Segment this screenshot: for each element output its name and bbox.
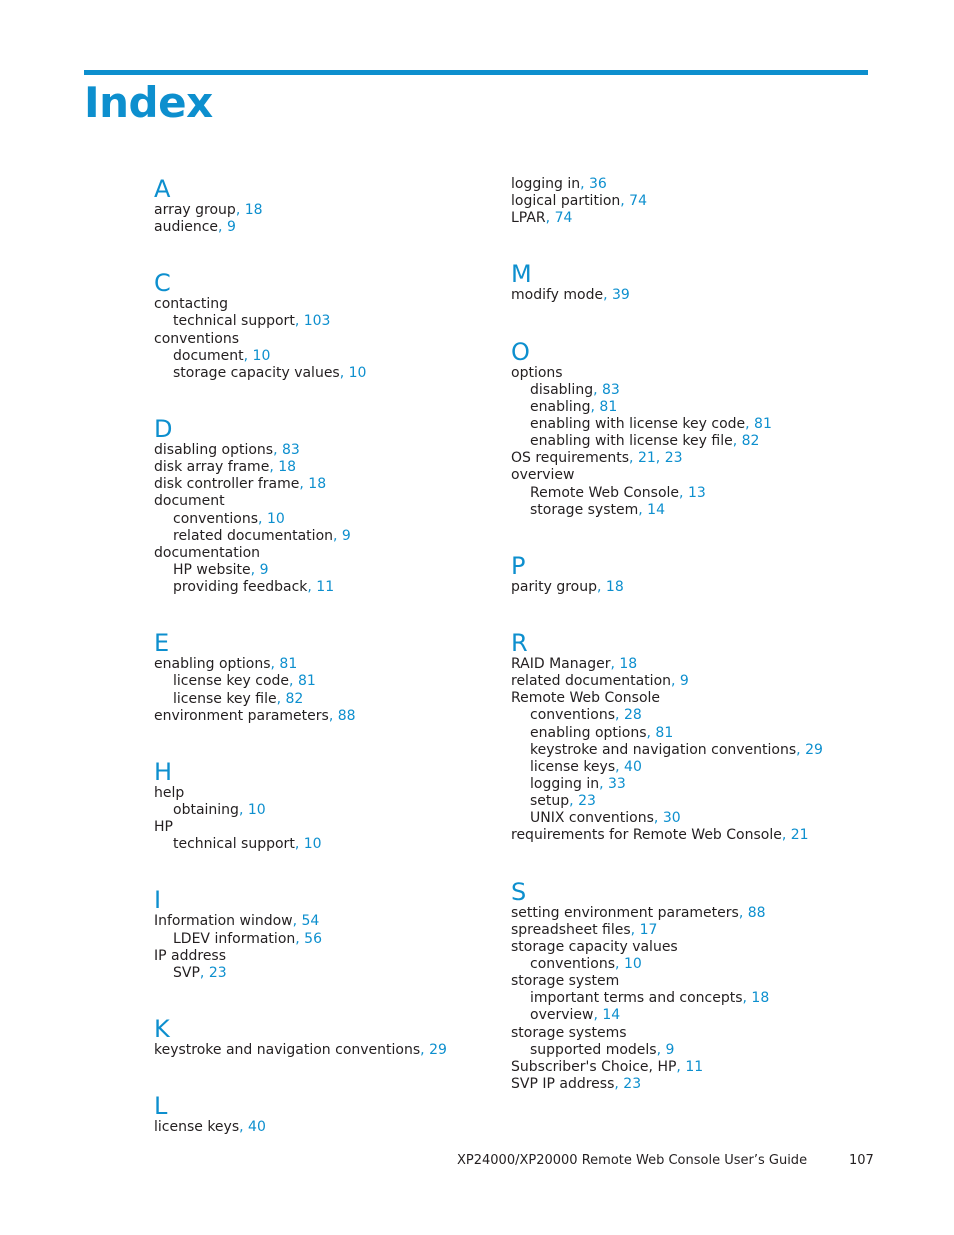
page-link[interactable]: 10 [623, 955, 642, 972]
index-subentry [154, 348, 447, 365]
index-entry [154, 442, 447, 459]
page-link[interactable]: 29 [805, 741, 823, 758]
index-entry [154, 948, 447, 965]
entry-term: obtaining [173, 801, 239, 818]
page-separator: , [630, 921, 640, 938]
page-separator: , [276, 690, 286, 707]
page-separator: , [307, 579, 317, 596]
section-letter: A [154, 175, 171, 203]
page-link[interactable]: 18 [244, 202, 263, 218]
page-separator: , [610, 655, 620, 672]
entry-term: OS requirements [511, 450, 630, 467]
index-entry [511, 973, 823, 990]
index-section [154, 1093, 447, 1136]
index-subentry [154, 673, 447, 690]
page-link[interactable]: 18 [278, 459, 297, 476]
entry-term: HP [154, 819, 173, 836]
entry-term: keystroke and navigation conventions [154, 1041, 421, 1058]
page-separator: , [270, 656, 280, 673]
title-rule [84, 70, 868, 75]
page-link[interactable]: 39 [612, 287, 630, 304]
page-link[interactable]: 36 [589, 176, 607, 192]
page-link[interactable]: 10 [266, 510, 285, 527]
index-entry [511, 922, 823, 939]
entry-term: license keys [530, 758, 616, 775]
page-link[interactable]: 74 [629, 193, 647, 210]
page-separator: , [732, 433, 742, 450]
index-subentry [511, 382, 823, 399]
page-separator: , [655, 450, 665, 467]
section-letter: P [511, 551, 526, 580]
index-entry [154, 1119, 447, 1136]
entry-term: overview [530, 1007, 594, 1024]
page-link[interactable]: 17 [639, 921, 658, 938]
entry-term: license keys [154, 1119, 240, 1136]
page-link[interactable]: 23 [664, 450, 683, 467]
index-entry [154, 913, 447, 930]
page-link[interactable]: 10 [252, 347, 271, 364]
entry-term: Remote Web Console [511, 690, 661, 707]
entry-term: HP website [173, 561, 251, 578]
page-link[interactable]: 81 [279, 656, 298, 673]
index-section [511, 553, 823, 596]
section-letter: C [154, 269, 171, 298]
index-entry [154, 656, 447, 673]
entry-term: important terms and concepts [530, 990, 743, 1007]
page-separator: , [593, 381, 602, 398]
index-entry [511, 365, 823, 382]
index-entry [154, 296, 447, 313]
page-link[interactable]: 103 [303, 313, 331, 330]
index-subentry [511, 416, 823, 433]
index-entry [511, 210, 823, 227]
page-separator: , [738, 904, 748, 921]
footer-page-number: 107 [849, 1153, 874, 1168]
page-link[interactable]: 14 [647, 501, 665, 518]
section-letter: K [154, 1014, 170, 1043]
entry-term: enabling options [530, 724, 647, 741]
entry-term: technical support [173, 836, 295, 853]
index-entry [511, 905, 823, 922]
page-link[interactable]: 40 [624, 758, 642, 775]
page-link[interactable]: 40 [248, 1119, 266, 1136]
entry-term: keystroke and navigation conventions [530, 741, 797, 758]
index-entry [511, 1059, 823, 1076]
entry-term: disk array frame [154, 459, 270, 476]
index-subentry [154, 579, 447, 596]
page-link[interactable]: 9 [259, 561, 269, 578]
page-link[interactable]: 14 [602, 1007, 621, 1024]
page-separator: , [796, 741, 806, 758]
page-link[interactable]: 81 [655, 724, 674, 741]
page-separator: , [258, 510, 267, 527]
index-subentry [511, 759, 823, 776]
page-link[interactable]: 10 [348, 364, 367, 381]
index-section [154, 270, 447, 382]
page-link[interactable]: 54 [301, 913, 320, 930]
index-subentry [511, 707, 823, 724]
page-separator: , [269, 459, 279, 476]
page-link[interactable]: 29 [429, 1041, 447, 1058]
index-subentry [154, 836, 447, 853]
page-link[interactable]: 28 [623, 707, 642, 724]
page-link[interactable]: 23 [578, 793, 596, 810]
entry-term: conventions [530, 707, 616, 724]
index-subentry [154, 691, 447, 708]
section-letter: L [154, 1092, 168, 1121]
entry-term: UNIX conventions [530, 810, 654, 827]
entry-term: options [511, 364, 563, 381]
index-entry [511, 1076, 823, 1093]
page-separator: , [671, 673, 680, 690]
index-subentry [511, 742, 823, 759]
page-link[interactable]: 81 [599, 398, 618, 415]
page-separator: , [235, 202, 245, 218]
index-section [154, 630, 447, 725]
page-separator: , [292, 913, 302, 930]
index-section [154, 1016, 447, 1059]
page-separator: , [593, 1007, 603, 1024]
page-link[interactable]: 23 [623, 1075, 642, 1092]
page-separator: , [239, 1119, 249, 1136]
page-link[interactable]: 23 [208, 964, 227, 981]
index-entry [154, 476, 447, 493]
index-subentry [154, 313, 447, 330]
page-separator: , [599, 775, 608, 792]
entry-term: Information window [154, 913, 293, 930]
index-section [511, 339, 823, 519]
page-link[interactable]: 82 [285, 690, 304, 707]
page-link[interactable]: 18 [605, 578, 624, 595]
index-entry [154, 331, 447, 348]
entry-term: enabling with license key code [530, 415, 746, 432]
index-section [154, 887, 447, 982]
index-subentry [511, 810, 823, 827]
page-separator: , [597, 578, 606, 595]
section-letter: D [154, 414, 173, 443]
page-link[interactable]: 13 [687, 484, 706, 501]
index-entry [511, 579, 823, 596]
index-subentry [154, 511, 447, 528]
page-separator: , [676, 1058, 686, 1075]
footer-doc-title: XP24000/XP20000 Remote Web Console User’s Guide [457, 1153, 808, 1168]
page-link[interactable]: 21 [637, 450, 656, 467]
page-link[interactable]: 10 [303, 836, 322, 853]
index-entry [511, 176, 823, 193]
page-separator: , [615, 955, 624, 972]
entry-term: parity group [511, 578, 597, 595]
index-entry [511, 939, 823, 956]
entry-term: audience [154, 219, 219, 236]
page-separator: , [328, 707, 338, 724]
entry-term: logging in [530, 775, 600, 792]
page-separator: , [250, 561, 260, 578]
entry-term: LPAR [511, 210, 546, 227]
index-subentry [154, 562, 447, 579]
page-link[interactable]: 74 [554, 210, 573, 227]
entry-term: SVP IP address [511, 1075, 615, 1092]
entry-term: enabling with license key file [530, 433, 733, 450]
entry-term: enabling options [154, 656, 271, 673]
page-link[interactable]: 18 [308, 476, 327, 493]
page-link[interactable]: 82 [741, 433, 760, 450]
index-subentry [511, 793, 823, 810]
entry-term: array group [154, 202, 236, 218]
page-link[interactable]: 81 [754, 415, 772, 432]
index-subentry [511, 433, 823, 450]
entry-term: conventions [154, 330, 240, 347]
page-separator: , [745, 415, 755, 432]
index-section [511, 879, 823, 1094]
entry-term: related documentation [173, 527, 334, 544]
entry-term: IP address [154, 947, 227, 964]
index-entry [511, 450, 823, 467]
entry-term: storage capacity values [511, 938, 678, 955]
index-entry [154, 785, 447, 802]
page-link[interactable]: 88 [337, 707, 356, 724]
page-separator: , [243, 347, 253, 364]
entry-term: license key file [173, 690, 277, 707]
entry-term: disk controller frame [154, 476, 300, 493]
index-column-left [154, 176, 447, 1136]
index-section [154, 416, 447, 596]
page-separator: , [646, 724, 656, 741]
entry-term: environment parameters [154, 707, 329, 724]
page-separator: , [294, 836, 304, 853]
page-link[interactable]: 33 [608, 775, 626, 792]
entry-term: storage system [530, 501, 639, 518]
entry-term: technical support [173, 313, 295, 330]
entry-term: storage systems [511, 1024, 627, 1041]
index-entry [511, 287, 823, 304]
index-entry [154, 202, 447, 219]
page-separator: , [333, 527, 342, 544]
index-entry [511, 467, 823, 484]
index-subentry [511, 502, 823, 519]
page-separator: , [289, 673, 298, 690]
section-letter: S [511, 877, 527, 906]
index-entry [154, 819, 447, 836]
entry-term: document [154, 493, 225, 510]
index-entry [154, 459, 447, 476]
page-title: Index [84, 78, 213, 127]
index-subentry [511, 399, 823, 416]
entry-term: requirements for Remote Web Console [511, 827, 782, 844]
entry-term: providing feedback [173, 579, 308, 596]
page-separator: , [218, 219, 227, 236]
index-entry [154, 493, 447, 510]
page-separator: , [273, 441, 282, 458]
entry-term: contacting [154, 296, 229, 313]
index-section [154, 176, 447, 236]
page-separator: , [590, 398, 600, 415]
section-letter: I [154, 886, 162, 915]
index-subentry [154, 931, 447, 948]
entry-term: Remote Web Console [530, 484, 680, 501]
index-subentry [154, 528, 447, 545]
page-separator: , [629, 450, 638, 467]
index-subentry [511, 990, 823, 1007]
page-separator: , [295, 930, 305, 947]
page-separator: , [199, 964, 209, 981]
page-separator: , [620, 193, 630, 210]
page-separator: , [294, 313, 304, 330]
page-separator: , [603, 287, 613, 304]
index-subentry [154, 965, 447, 982]
page-link[interactable]: 88 [747, 904, 766, 921]
index-subentry [511, 1042, 823, 1059]
entry-term: setup [530, 793, 570, 810]
index-entry [511, 656, 823, 673]
entry-term: documentation [154, 544, 261, 561]
page-link[interactable]: 56 [304, 930, 322, 947]
page-separator: , [679, 484, 688, 501]
index-subentry [511, 725, 823, 742]
entry-term: logging in [511, 176, 581, 192]
entry-term: supported models [530, 1041, 657, 1058]
page-link[interactable]: 18 [619, 655, 638, 672]
index-entry [154, 708, 447, 725]
section-letter: R [511, 628, 528, 657]
page-link[interactable]: 83 [601, 381, 620, 398]
entry-term: disabling options [154, 441, 274, 458]
page-separator: , [580, 176, 589, 192]
index-entry [511, 1025, 823, 1042]
page-separator: , [653, 810, 663, 827]
page-link[interactable]: 10 [247, 801, 266, 818]
index-entry [511, 827, 823, 844]
entry-term: conventions [530, 955, 616, 972]
page-separator: , [615, 707, 624, 724]
index-entry [511, 673, 823, 690]
index-subentry [511, 776, 823, 793]
entry-term: RAID Manager [511, 655, 611, 672]
page-link[interactable]: 9 [226, 219, 236, 236]
page-separator: , [420, 1041, 430, 1058]
section-letter: O [511, 337, 530, 366]
section-letter: M [511, 260, 532, 289]
section-letter: E [154, 629, 170, 658]
page-separator: , [638, 501, 648, 518]
section-letter: H [154, 757, 173, 786]
entry-term: document [173, 347, 244, 364]
entry-term: disabling [530, 381, 594, 398]
page-link[interactable]: 11 [316, 579, 335, 596]
entry-term: SVP [173, 964, 200, 981]
page-link[interactable]: 30 [662, 810, 681, 827]
entry-term: related documentation [511, 673, 672, 690]
index-subentry [511, 956, 823, 973]
page-link[interactable]: 9 [665, 1041, 675, 1058]
entry-term: storage capacity values [173, 364, 340, 381]
page-separator: , [238, 801, 248, 818]
page-link[interactable]: 9 [341, 527, 351, 544]
page-link[interactable]: 9 [679, 673, 689, 690]
page-separator: , [569, 793, 579, 810]
entry-term: LDEV information [173, 930, 296, 947]
page-link[interactable]: 21 [790, 827, 809, 844]
entry-term: modify mode [511, 287, 604, 304]
entry-term: conventions [173, 510, 259, 527]
page-separator: , [339, 364, 349, 381]
entry-term: setting environment parameters [511, 904, 739, 921]
index-entry [154, 219, 447, 236]
page-link[interactable]: 81 [297, 673, 316, 690]
page-separator: , [614, 1075, 624, 1092]
index-subentry [511, 485, 823, 502]
index-section [511, 261, 823, 304]
entry-term: license key code [173, 673, 290, 690]
page-separator: , [299, 476, 309, 493]
page-link[interactable]: 83 [282, 441, 300, 458]
index-subentry [154, 802, 447, 819]
entry-term: help [154, 784, 185, 801]
index-entry [154, 545, 447, 562]
index-subentry [154, 365, 447, 382]
entry-term: logical partition [511, 193, 621, 210]
page-separator: , [781, 827, 791, 844]
index-section [511, 630, 823, 845]
page-link[interactable]: 11 [685, 1058, 704, 1075]
index-section [511, 176, 823, 227]
index-entry [511, 690, 823, 707]
index-entry [154, 1042, 447, 1059]
page-link[interactable]: 18 [751, 990, 770, 1007]
entry-term: Subscriber's Choice, HP [511, 1058, 677, 1075]
index-column-right [511, 176, 823, 1093]
page-separator: , [742, 990, 752, 1007]
entry-term: spreadsheet files [511, 921, 631, 938]
page-separator: , [656, 1041, 666, 1058]
index-section [154, 759, 447, 854]
entry-term: enabling [530, 398, 591, 415]
page-separator: , [615, 758, 625, 775]
index-subentry [511, 1007, 823, 1024]
entry-term: overview [511, 467, 575, 484]
index-entry [511, 193, 823, 210]
entry-term: storage system [511, 973, 620, 990]
page-separator: , [545, 210, 555, 227]
